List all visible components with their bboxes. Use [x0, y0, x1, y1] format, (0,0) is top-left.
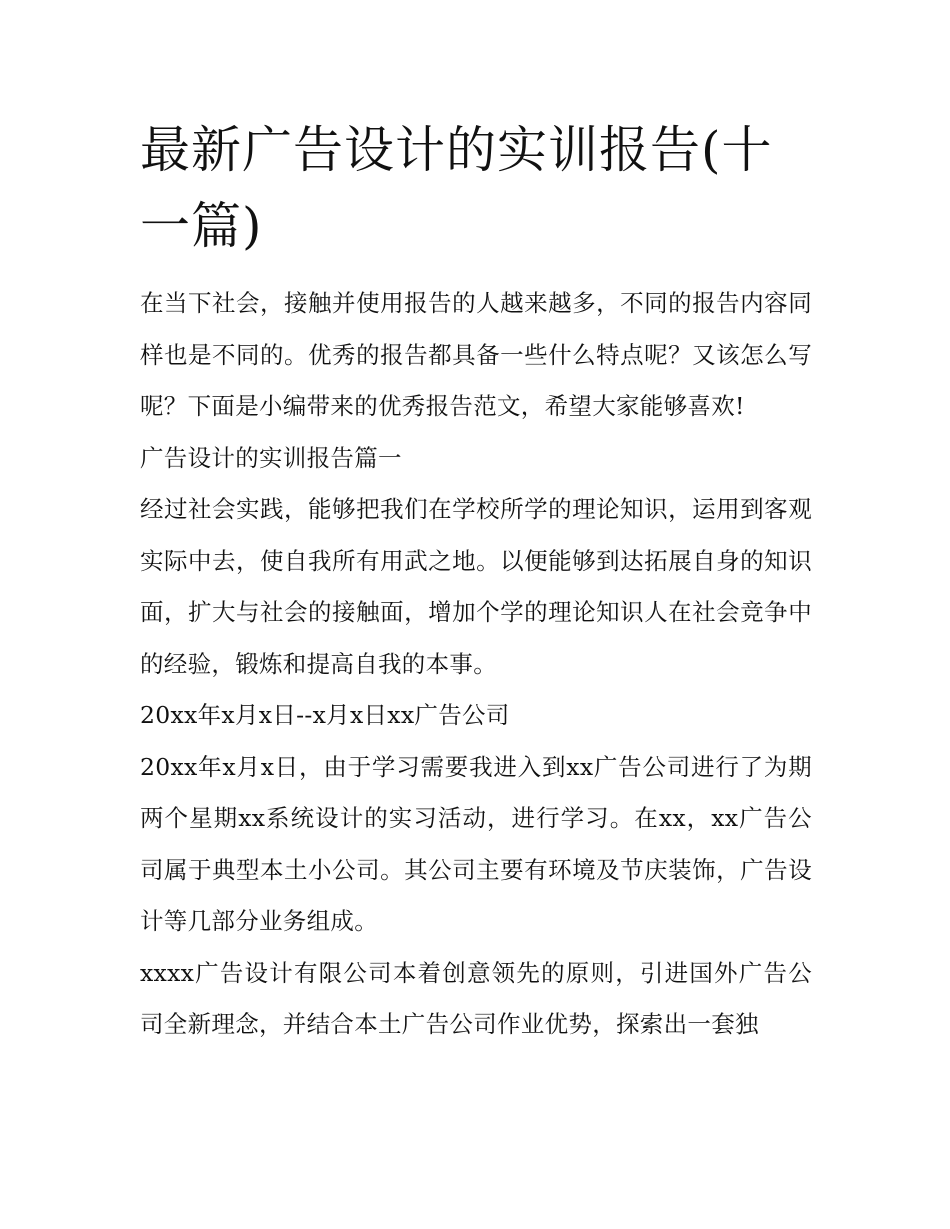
- date-line: 20xx年x月x日--x月x日xx广告公司: [140, 701, 510, 729]
- body-paragraph: xxxx广告设计有限公司本着创意领先的原则，引进国外广告公司全新理念，并结合本土广告公司作业优势，探索出一套独: [140, 958, 812, 1038]
- document-page: [140, 112, 812, 1051]
- body-paragraph: 20xx年x月x日，由于学习需要我进入到xx广告公司进行了为期两个星期xx系统设计的实习活动，进行学习。在xx，xx广告公司属于典型本土小公司。其公司主要有环境及节庆装饰，广告设计等几部分业务组成。: [140, 752, 812, 935]
- section-heading: 广告设计的实训报告篇一: [140, 443, 402, 472]
- document-title: 最新广告设计的实训报告(十一篇): [140, 121, 773, 255]
- intro-paragraph: 在当下社会，接触并使用报告的人越来越多，不同的报告内容同样也是不同的。优秀的报告都具备一些什么特点呢？又该怎么写呢？下面是小编带来的优秀报告范文，希望大家能够喜欢!: [140, 289, 812, 420]
- body-paragraph: 经过社会实践，能够把我们在学校所学的理论知识，运用到客观实际中去，使自我所有用武之地。以便能够到达拓展自身的知识面，扩大与社会的接触面，增加个学的理论知识人在社会竞争中的经验，锻炼和提高自我的本事。: [140, 495, 812, 678]
